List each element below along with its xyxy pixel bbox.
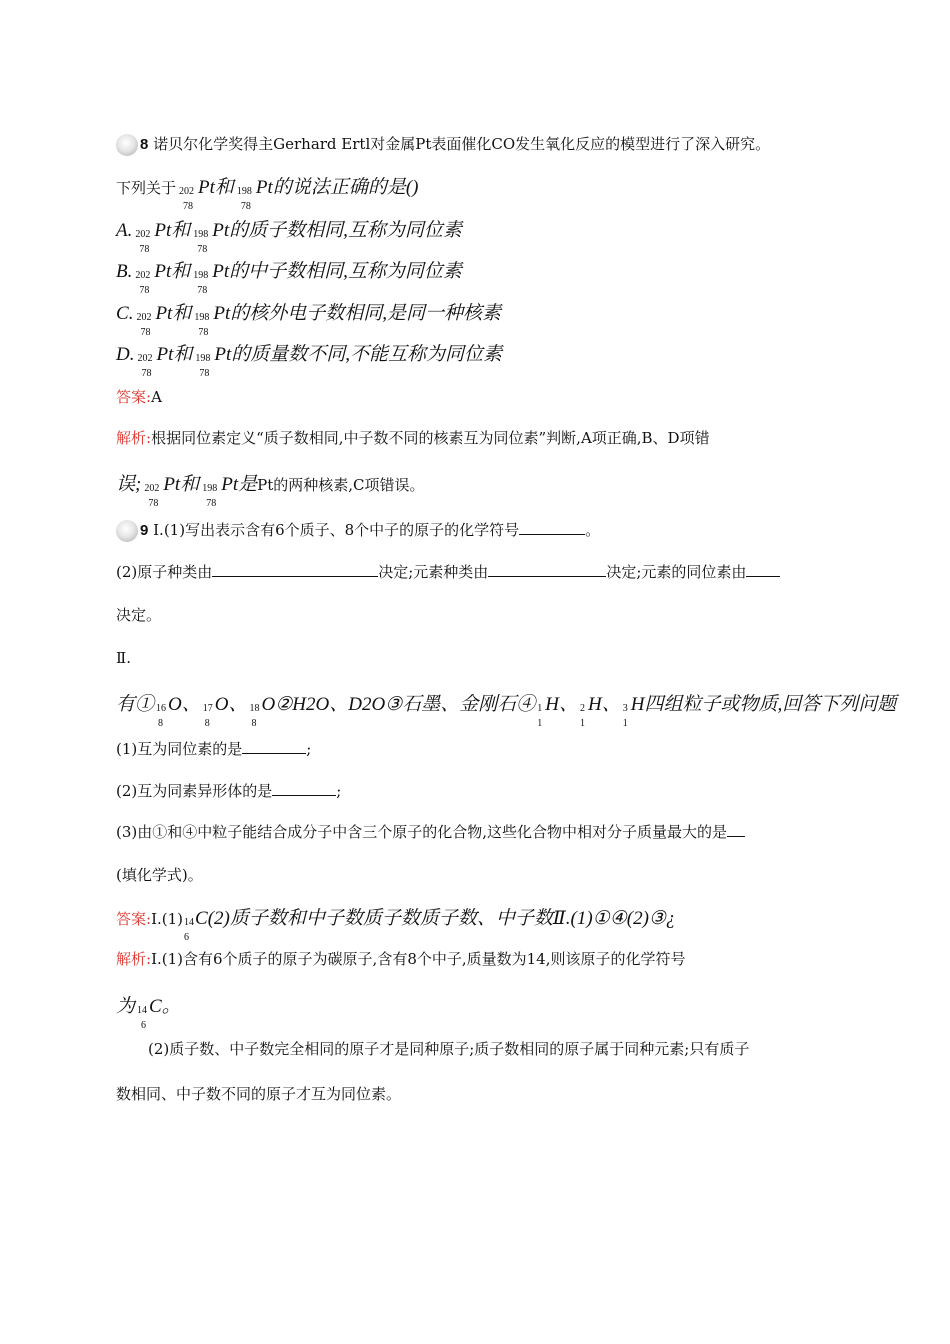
option-a[interactable]: A. 202 78 Pt和 198 78 Pt的质子数相同,互称为同位素 (116, 220, 462, 255)
stem-suffix: 的说法正确的是() (272, 177, 419, 198)
option-c[interactable]: C. 202 78 Pt和 198 78 Pt的核外电子数相同,是同一种核素 (116, 303, 501, 338)
answer-label: 答案: (116, 388, 152, 406)
analysis-9-line2: 为 14 6 C。 (116, 996, 181, 1031)
answer-blank[interactable] (272, 781, 336, 796)
question-number: 9 (140, 522, 149, 539)
option-text: 的中子数相同,互称为同位素 (229, 261, 462, 282)
option-letter: C (116, 303, 129, 324)
analysis-9-line1: 解析:Ⅰ.(1)含有6个质子的原子为碳原子,含有8个中子,质量数为14,则该原子的化学符号 (116, 950, 686, 968)
analysis-8-line2: 误; 202 78 Pt和 198 78 Pt是Pt的两种核素,C项错误。 (116, 474, 425, 509)
answer-blank[interactable] (242, 739, 306, 754)
stem-prefix: 下列关于 (116, 179, 177, 197)
answer-8 (116, 390, 162, 405)
option-text: 的质量数不同,不能互称为同位素 (231, 344, 503, 365)
circle-badge-icon (116, 134, 138, 156)
analysis-label: 解析: (116, 950, 152, 968)
analysis-9-line4: 数相同、中子数不同的原子才互为同位素。 (116, 1085, 402, 1103)
answer-value: A (151, 388, 162, 406)
answer-blank[interactable] (727, 822, 745, 837)
part2-heading: Ⅱ. (116, 649, 131, 667)
question-9-line3: 决定。 (116, 606, 162, 624)
isotope-pt-202: 202 78 Pt (179, 177, 215, 212)
question-8-stem-line2 (116, 177, 419, 212)
option-b[interactable]: B. 202 78 Pt和 198 78 Pt的中子数相同,互称为同位素 (116, 261, 462, 296)
option-d[interactable]: D. 202 78 Pt和 198 78 Pt的质量数不同,不能互称为同位素 (116, 344, 503, 379)
option-letter: D (116, 344, 130, 365)
analysis-label: 解析: (116, 429, 152, 447)
answer-rest: (2)质子数和中子数质子数质子数、中子数Ⅱ.(1)①④(2)③¿ (207, 908, 676, 929)
analysis-8-line1 (116, 431, 710, 446)
sub-question-3: (3)由①和④中粒子能结合成分子中含三个原子的化合物,这些化合物中相对分子质量最大的是 (116, 822, 745, 840)
question-number: 8 (140, 136, 149, 153)
analysis-9-line3: (2)质子数、中子数完全相同的原子才是同种原子;质子数相同的原子属于同种元素;只有质子 (148, 1040, 750, 1058)
question-number-badge (116, 134, 138, 156)
part2-intro: 有① 16 8 O、 17 8 O、 18 8 O②H2O、D2O③石墨、金刚石④ 1 1 H、 2 1 H、 3 1 H四组粒子或物质,回答下列问题 (116, 694, 897, 729)
answer-blank[interactable] (212, 562, 378, 577)
sub-question-2: (2)互为同素异形体的是 ; (116, 782, 342, 800)
answer-9: 答案:Ⅰ.(1) 14 6 C(2)质子数和中子数质子数质子数、中子数Ⅱ.(1)①④(2)③¿ (116, 908, 676, 943)
answer-label: 答案: (116, 910, 152, 928)
option-text: 的核外电子数相同,是同一种核素 (230, 303, 501, 324)
analysis-text: 根据同位素定义“质子数相同,中子数不同的核素互为同位素”判断,A项正确,B、D项错 (151, 429, 710, 447)
sub-question-1: (1)互为同位素的是 ; (116, 740, 312, 758)
part1-text: Ⅰ.(1)写出表示含有6个质子、8个中子的原子的化学符号 (153, 521, 520, 539)
sub-question-3-tail: (填化学式)。 (116, 866, 203, 884)
option-letter: B (116, 261, 128, 282)
circle-badge-icon (116, 520, 138, 542)
stem-conjunction: 和 (214, 177, 234, 198)
answer-blank[interactable] (488, 562, 606, 577)
question-9-stem: 9 Ⅰ.(1)写出表示含有6个质子、8个中子的原子的化学符号 。 (116, 520, 600, 542)
option-text: 的质子数相同,互称为同位素 (229, 220, 462, 241)
question-9-line2: (2)原子种类由 决定;元素种类由 决定;元素的同位素由 (116, 562, 780, 580)
answer-blank[interactable] (746, 562, 780, 577)
answer-blank[interactable] (519, 520, 585, 535)
isotope-pt-198: 198 78 Pt (236, 177, 273, 212)
question-stem-text: 诺贝尔化学奖得主Gerhard Ertl对金属Pt表面催化CO发生氧化反应的模型进行了深入研究。 (153, 135, 771, 153)
question-number-badge (116, 520, 138, 542)
option-letter: A (116, 220, 128, 241)
question-8-stem (116, 134, 770, 156)
